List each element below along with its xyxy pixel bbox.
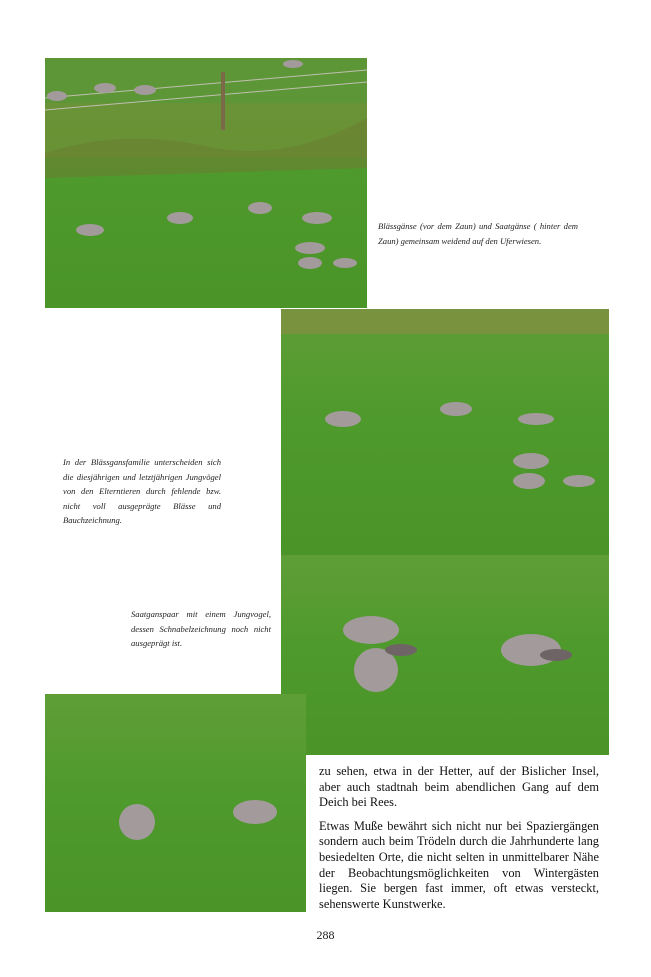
page-number: 288 [316,928,335,942]
body-paragraph-1: zu sehen, etwa in der Hetter, auf der Bislicher Insel, aber auch stadtnah beim abendlichen Gang auf dem Deich bei Rees. [319,764,599,810]
body-text [319,764,599,920]
photo-geese-fence [45,58,367,308]
body-paragraph-2: Etwas Muße bewährt sich nicht nur bei Spaziergängen sondern auch beim Trödeln durch die Jahrhunderte lang besiedelten Orte, die nicht selten in unmittelbarer Nähe der Beobachtungsmöglichkeiten von Wintergästen liegen. Sie bergen fast immer, oft etwas versteckt, sehenswerte Kunstwerke. [319,818,599,911]
photo-goose-family [281,309,609,555]
photo-goose-pair [281,555,609,755]
caption-photo1: Blässgänse (vor dem Zaun) und Saatgänse ( hinter dem Zaun) gemeinsam weidend auf den Uferwiesen. [378,221,578,246]
caption-photo2: In der Blässgansfamilie unterscheiden sich die diesjährigen und letztjährigen Jungvögel von den Elterntieren durch fehlende bzw. nicht voll ausgeprägte Blässe und Bauchzeichnung. [63,457,221,525]
caption-photo3: Saatganspaar mit einem Jungvogel, dessen Schnabelzeichnung noch nicht ausgeprägt ist. [131,609,271,648]
photo-two-geese [45,694,306,912]
